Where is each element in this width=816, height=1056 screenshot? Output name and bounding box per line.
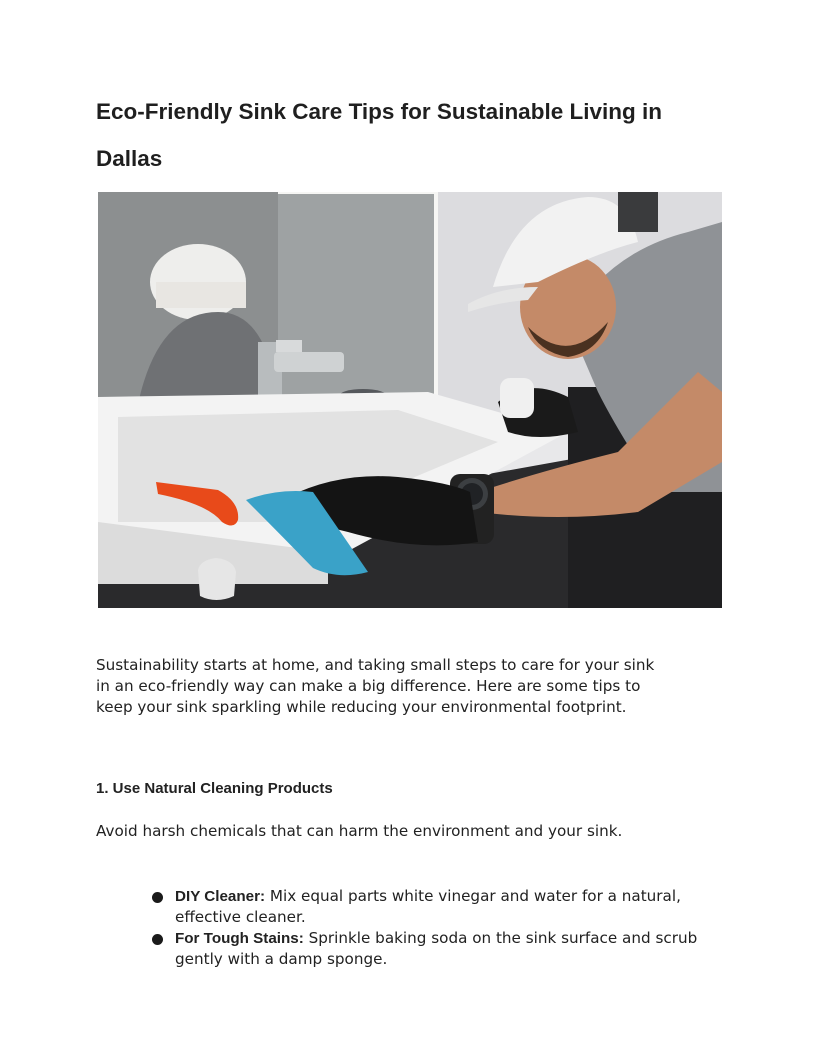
bullet-icon bbox=[152, 892, 163, 903]
list-item bbox=[96, 886, 726, 928]
page-title: Eco-Friendly Sink Care Tips for Sustainable Living in Dallas bbox=[96, 99, 662, 171]
section-heading: 1. Use Natural Cleaning Products bbox=[96, 780, 333, 797]
section-text: Avoid harsh chemicals that can harm the environment and your sink. bbox=[96, 822, 623, 840]
hero-image bbox=[98, 192, 722, 608]
tip-label: For Tough Stains: bbox=[175, 930, 304, 947]
tip-text: Mix equal parts white vinegar and water for a natural, effective cleaner. bbox=[175, 887, 681, 926]
photo-man-cleaning-sink-icon bbox=[98, 192, 722, 608]
tip-text: Sprinkle baking soda on the sink surface and scrub gently with a damp sponge. bbox=[175, 929, 698, 968]
tips-list bbox=[96, 886, 726, 970]
bullet-icon bbox=[152, 934, 163, 945]
intro-paragraph: Sustainability starts at home, and taking small steps to care for your sink in an eco-friendly way can make a big difference. Here are some tips to keep your sink sparkling while reducing your environmental footprint. bbox=[96, 656, 655, 716]
tip-label: DIY Cleaner: bbox=[175, 888, 266, 905]
list-item bbox=[96, 928, 726, 970]
